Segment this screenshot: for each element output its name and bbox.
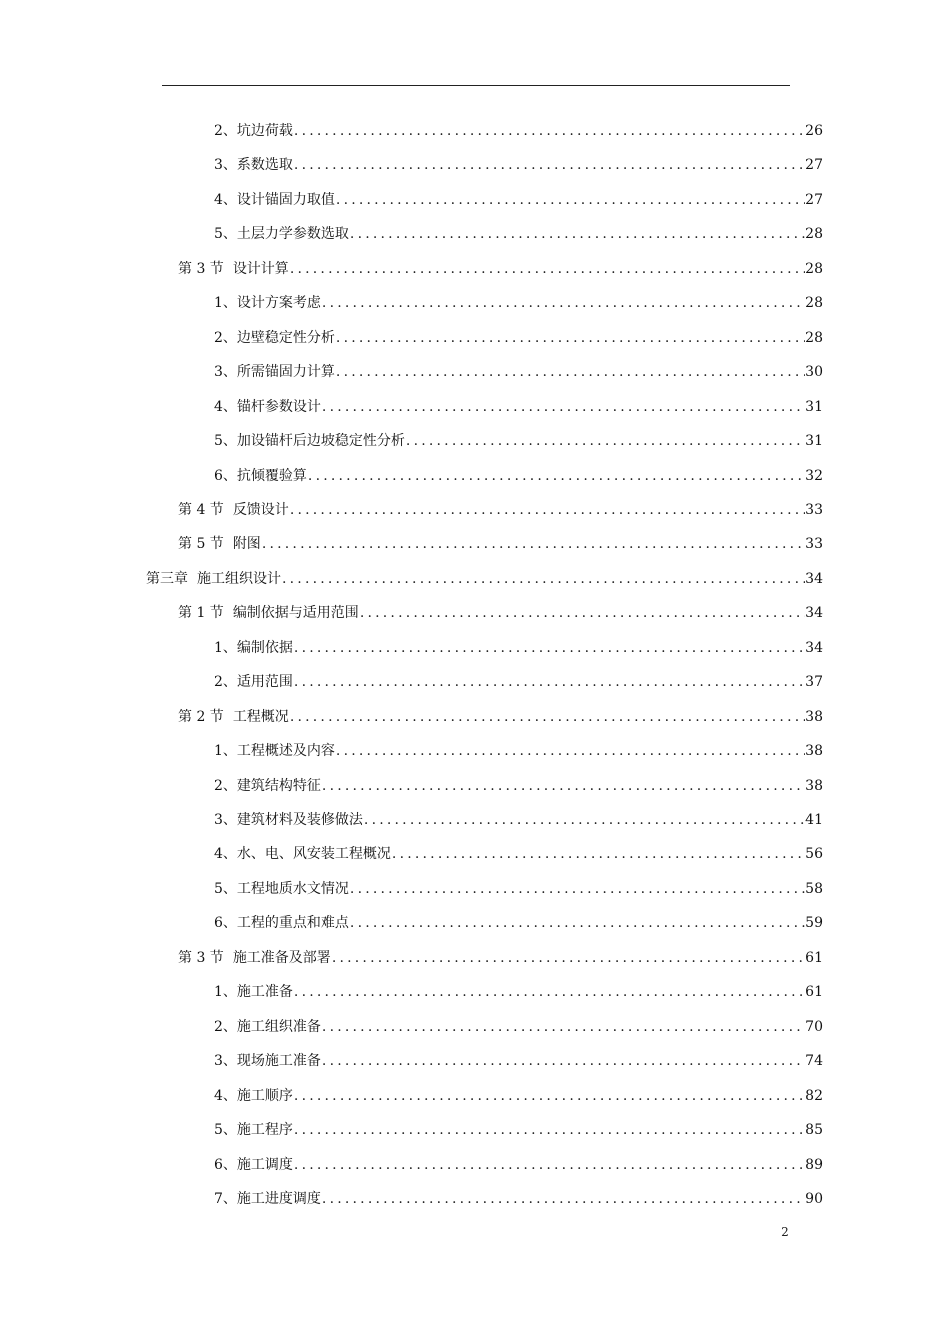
toc-entry-page: 61 (805, 949, 823, 966)
toc-entry-page: 31 (805, 433, 823, 450)
toc-entry[interactable] (214, 667, 823, 697)
toc-entry-number: 4、 (214, 846, 237, 863)
toc-leader-dots (289, 254, 805, 284)
toc-leader-dots (321, 771, 805, 801)
toc-entry-title: 锚杆参数设计 (236, 398, 321, 415)
toc-entry-title: 边壁稳定性分析 (236, 329, 335, 346)
toc-entry[interactable] (214, 426, 823, 456)
toc-entry[interactable] (214, 288, 823, 318)
toc-entry-number: 5、 (214, 880, 237, 897)
toc-entry-number: 6、 (214, 467, 237, 484)
toc-leader-dots (335, 185, 805, 215)
toc-entry-title: 设计方案考虑 (236, 295, 321, 312)
toc-leader-dots (331, 943, 805, 973)
toc-entry-page: 33 (805, 501, 823, 518)
toc-entry-page: 38 (805, 708, 823, 725)
toc-entry[interactable] (178, 943, 823, 973)
toc-entry-number: 4、 (214, 398, 237, 415)
toc-entry-page: 32 (805, 467, 823, 484)
toc-entry-page: 38 (805, 777, 823, 794)
toc-leader-dots (321, 1184, 805, 1214)
toc-entry[interactable] (214, 392, 823, 422)
toc-leader-dots (293, 667, 805, 697)
toc-entry[interactable] (178, 598, 823, 628)
toc-entry-title: 编制依据 (236, 639, 293, 656)
toc-entry-page: 28 (805, 260, 823, 277)
toc-entry-title: 施工准备 (236, 984, 293, 1001)
toc-leader-dots (349, 874, 805, 904)
header-rule (162, 85, 790, 86)
toc-entry-number: 第 2 节 (178, 708, 224, 725)
toc-entry-page: 58 (805, 880, 823, 897)
toc-entry-title: 施工顺序 (236, 1087, 293, 1104)
toc-entry-page: 90 (805, 1190, 823, 1207)
toc-entry-page: 28 (805, 329, 823, 346)
toc-entry-title: 工程地质水文情况 (236, 880, 349, 897)
toc-entry-title: 施工进度调度 (236, 1190, 321, 1207)
toc-entry-number: 2、 (214, 674, 237, 691)
toc-entry-number: 6、 (214, 915, 237, 932)
toc-entry-page: 37 (805, 674, 823, 691)
toc-entry-page: 89 (805, 1156, 823, 1173)
toc-leader-dots (289, 495, 805, 525)
toc-leader-dots (321, 1046, 805, 1076)
toc-entry-title: 建筑材料及装修做法 (236, 812, 363, 828)
toc-entry-title: 施工调度 (236, 1156, 293, 1173)
toc-entry-title: 工程概述及内容 (236, 743, 335, 760)
toc-entry-title: 工程的重点和难点 (236, 915, 349, 932)
toc-entry[interactable] (178, 254, 823, 284)
toc-leader-dots (321, 392, 805, 422)
toc-entry-number: 6、 (214, 1156, 237, 1173)
toc-entry-page: 70 (805, 1018, 823, 1035)
toc-entry-title: 系数选取 (236, 157, 293, 174)
toc-entry-title: 坑边荷载 (236, 123, 293, 139)
toc-entry[interactable] (214, 116, 823, 146)
toc-entry[interactable] (214, 805, 823, 835)
toc-entry-title: 施工准备及部署 (232, 949, 331, 966)
toc-leader-dots (293, 1081, 805, 1111)
toc-entry-page: 82 (805, 1087, 823, 1104)
toc-entry-page: 26 (805, 123, 823, 139)
toc-leader-dots (359, 598, 805, 628)
toc-leader-dots (261, 529, 805, 559)
toc-entry[interactable] (214, 1046, 823, 1076)
toc-entry[interactable] (214, 874, 823, 904)
toc-entry-page: 28 (805, 295, 823, 312)
toc-leader-dots (293, 977, 805, 1007)
toc-leader-dots (391, 839, 805, 869)
toc-entry[interactable] (214, 323, 823, 353)
toc-leader-dots (349, 908, 805, 938)
toc-entry-page: 85 (805, 1122, 823, 1139)
toc-entry[interactable] (214, 633, 823, 663)
toc-entry-title: 适用范围 (236, 674, 293, 691)
toc-leader-dots (293, 1115, 805, 1145)
toc-leader-dots (405, 426, 805, 456)
toc-entry-number: 5、 (214, 433, 237, 450)
toc-entry-number: 第三章 (146, 570, 188, 587)
toc-leader-dots (281, 564, 805, 594)
toc-entry-page: 61 (805, 984, 823, 1001)
toc-leader-dots (363, 805, 805, 835)
toc-entry-number: 1、 (214, 639, 237, 656)
toc-entry-title: 水、电、风安装工程概况 (236, 846, 391, 863)
toc-entry-number: 3、 (214, 364, 237, 381)
toc-entry[interactable] (214, 1012, 823, 1042)
toc-leader-dots (321, 1012, 805, 1042)
toc-entry-title: 加设锚杆后边坡稳定性分析 (236, 433, 405, 450)
toc-leader-dots (321, 288, 805, 318)
toc-entry[interactable] (214, 1184, 823, 1214)
toc-entry-page: 33 (805, 536, 823, 553)
toc-leader-dots (335, 736, 805, 766)
toc-entry[interactable] (214, 1081, 823, 1111)
toc-entry-number: 第 1 节 (178, 605, 224, 622)
toc-entry-number: 第 3 节 (178, 949, 224, 966)
toc-entry-title: 现场施工准备 (236, 1053, 321, 1070)
toc-entry-page: 34 (805, 570, 823, 587)
toc-entry-title: 设计锚固力取值 (236, 191, 335, 208)
toc-entry[interactable] (214, 771, 823, 801)
toc-entry[interactable] (214, 839, 823, 869)
toc-entry[interactable] (146, 564, 823, 594)
toc-entry[interactable] (214, 219, 823, 249)
toc-leader-dots (335, 357, 805, 387)
toc-entry-page: 28 (805, 226, 823, 243)
toc-entry[interactable] (214, 357, 823, 387)
page-number: 2 (781, 1225, 789, 1239)
toc-entry-number: 3、 (214, 812, 237, 828)
toc-entry[interactable] (214, 736, 823, 766)
toc-leader-dots (293, 150, 805, 180)
toc-entry[interactable] (178, 702, 823, 732)
toc-entry[interactable] (214, 1115, 823, 1145)
toc-entry[interactable] (214, 461, 823, 491)
toc-entry[interactable] (214, 185, 823, 215)
toc-entry-number: 2、 (214, 777, 237, 794)
toc-entry-page: 38 (805, 743, 823, 760)
toc-entry-page: 27 (805, 191, 823, 208)
toc-entry-number: 4、 (214, 191, 237, 208)
toc-entry-title: 土层力学参数选取 (236, 226, 349, 243)
toc-entry-number: 3、 (214, 1053, 237, 1070)
toc-entry-title: 施工组织准备 (236, 1018, 321, 1035)
toc-entry-title: 工程概况 (232, 708, 289, 725)
toc-entry-number: 2、 (214, 1018, 237, 1035)
toc-entry-number: 第 4 节 (178, 501, 224, 518)
toc-entry-page: 30 (805, 364, 823, 381)
toc-entry[interactable] (214, 908, 823, 938)
toc-entry[interactable] (178, 529, 823, 559)
toc-entry-number: 3、 (214, 157, 237, 174)
toc-entry-number: 2、 (214, 123, 237, 139)
toc-entry-number: 5、 (214, 226, 237, 243)
toc-leader-dots (289, 702, 805, 732)
toc-entry-number: 5、 (214, 1122, 237, 1139)
toc-entry-number: 4、 (214, 1087, 237, 1104)
toc-entry-page: 34 (805, 605, 823, 622)
toc-leader-dots (307, 461, 805, 491)
toc-entry-page: 59 (805, 915, 823, 932)
toc-entry[interactable] (178, 495, 823, 525)
toc-entry-number: 1、 (214, 984, 237, 1001)
toc-entry-page: 74 (805, 1053, 823, 1070)
toc-entry-number: 2、 (214, 329, 237, 346)
toc-entry-title: 附图 (232, 536, 261, 553)
toc-entry-page: 41 (805, 812, 823, 828)
toc-entry-number: 1、 (214, 295, 237, 312)
toc-entry-page: 27 (805, 157, 823, 174)
toc-entry[interactable] (214, 977, 823, 1007)
toc-entry-title: 施工组织设计 (197, 570, 281, 587)
toc-entry-page: 34 (805, 639, 823, 656)
toc-leader-dots (349, 219, 805, 249)
toc-entry[interactable] (214, 1150, 823, 1180)
toc-leader-dots (293, 1150, 805, 1180)
toc-entry-number: 7、 (214, 1190, 237, 1207)
toc-entry-page: 56 (805, 846, 823, 863)
toc-entry-title: 建筑结构特征 (236, 777, 321, 794)
toc-entry-number: 第 5 节 (178, 536, 224, 553)
toc-entry[interactable] (214, 150, 823, 180)
toc-entry-title: 抗倾覆验算 (236, 467, 307, 484)
toc-entry-number: 第 3 节 (178, 260, 224, 277)
toc-entry-title: 所需锚固力计算 (236, 364, 335, 381)
toc-entry-title: 编制依据与适用范围 (232, 605, 359, 622)
toc-entry-title: 设计计算 (232, 260, 289, 277)
toc-leader-dots (335, 323, 805, 353)
toc-entry-number: 1、 (214, 743, 237, 760)
toc-entry-title: 施工程序 (236, 1122, 293, 1139)
toc-leader-dots (293, 116, 805, 146)
toc-leader-dots (293, 633, 805, 663)
toc-entry-page: 31 (805, 398, 823, 415)
toc-entry-title: 反馈设计 (232, 501, 289, 518)
